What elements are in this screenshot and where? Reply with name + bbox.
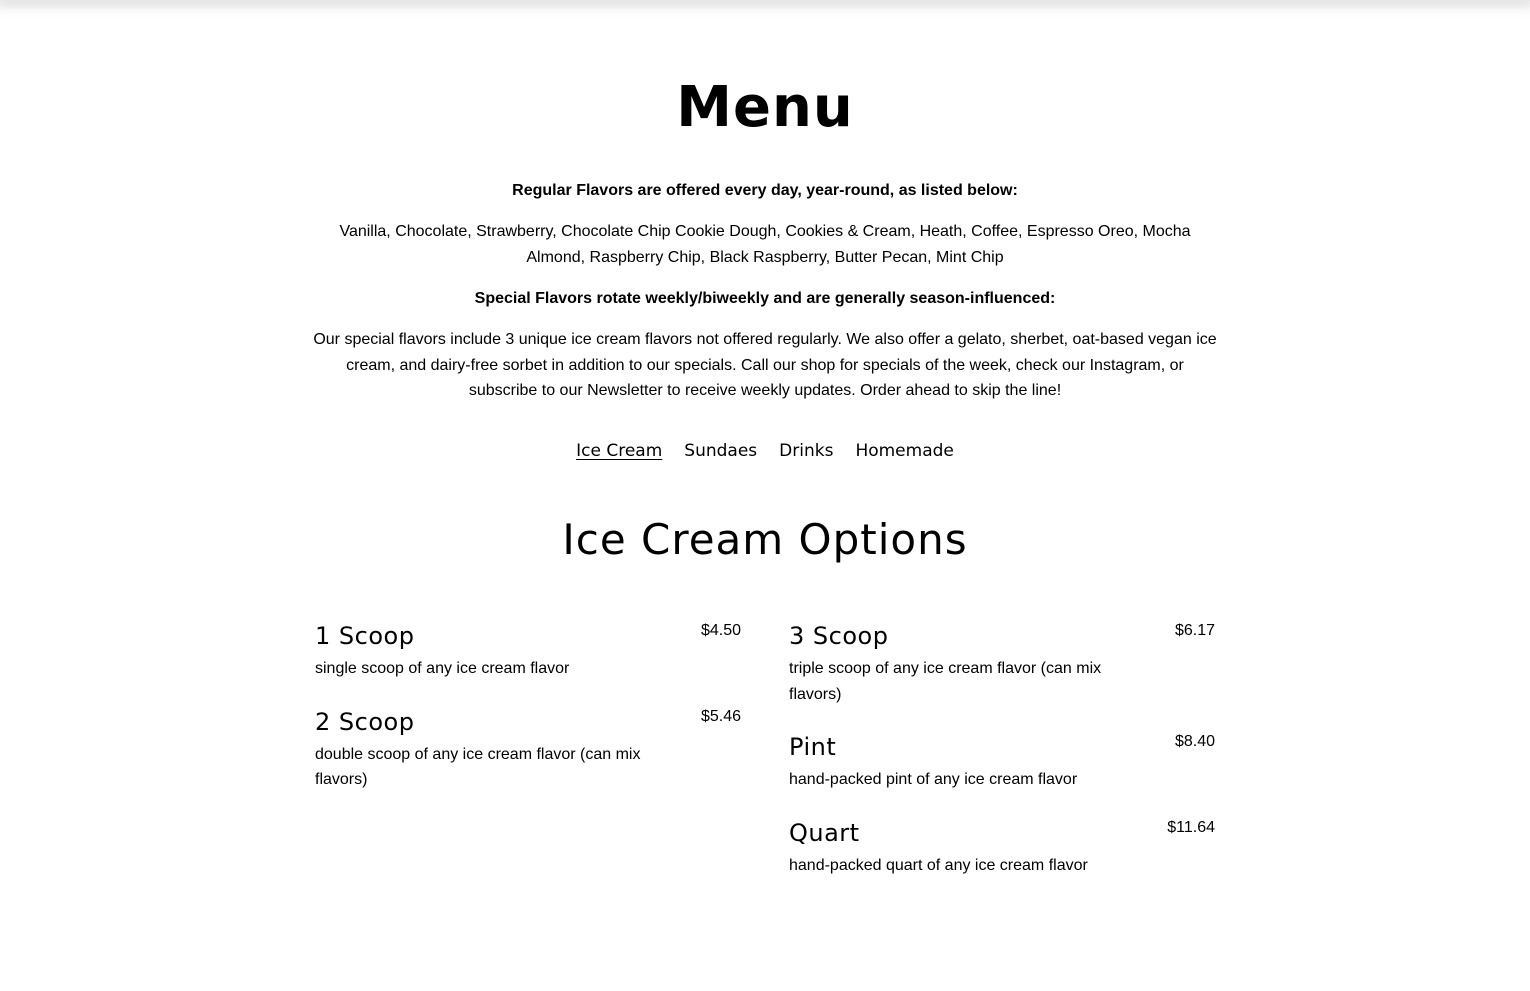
menu-item xyxy=(315,704,741,793)
menu-intro xyxy=(310,178,1220,420)
menu-item xyxy=(789,815,1215,879)
tab-homemade[interactable]: Homemade xyxy=(855,441,954,461)
menu-item-price: $4.50 xyxy=(700,622,741,639)
menu-column-right xyxy=(789,618,1215,900)
menu-item-name: 1 Scoop xyxy=(315,622,415,650)
regular-flavors-heading: Regular Flavors are offered every day, year-round, as listed below: xyxy=(512,182,1018,199)
menu-item xyxy=(789,729,1215,793)
tab-drinks[interactable]: Drinks xyxy=(779,441,834,461)
tab-ice-cream[interactable]: Ice Cream xyxy=(576,441,663,461)
menu-item-price: $8.40 xyxy=(1174,733,1215,751)
menu-item-price: $6.17 xyxy=(1174,622,1215,639)
menu-category-tabs xyxy=(0,439,1530,463)
header-shadow xyxy=(0,0,1530,1)
menu-item-description: triple scoop of any ice cream flavor (can mix flavors) xyxy=(789,660,1102,703)
menu-item xyxy=(789,618,1215,707)
regular-flavors-list: Vanilla, Chocolate, Strawberry, Chocolate Chip Cookie Dough, Cookies & Cream, Heath, Coffee, Espresso Oreo, Mocha Almond, Raspberry Chip, Black Raspberry, Butter Pecan, Mint Chip xyxy=(339,223,1191,266)
menu-item-name: Pint xyxy=(789,733,837,762)
menu-item-name: 2 Scoop xyxy=(315,707,415,736)
menu-item-name: 3 Scoop xyxy=(789,622,889,650)
menu-item-description: single scoop of any ice cream flavor xyxy=(315,660,570,677)
menu-item xyxy=(315,618,741,682)
special-flavors-heading: Special Flavors rotate weekly/biweekly and are generally season-influenced: xyxy=(474,289,1056,307)
menu-item-name: Quart xyxy=(789,818,860,847)
menu-item-description: hand-packed pint of any ice cream flavor xyxy=(789,771,1078,789)
special-flavors-text: Our special flavors include 3 unique ice cream flavors not offered regularly. We also offer a gelato, sherbet, oat-based vegan ice cream, and dairy-free sorbet in addition to our specials. Call our shop for specials of the week, check our Instagram, or subscribe to our Newsletter to receive weekly updates. Order ahead to skip the line! xyxy=(313,331,1217,400)
menu-column-left xyxy=(315,618,741,815)
menu-item-price: $5.46 xyxy=(700,707,741,725)
menu-item-price: $11.64 xyxy=(1167,818,1215,836)
page-title: Menu xyxy=(676,75,854,140)
section-title: Ice Cream Options xyxy=(562,515,968,564)
menu-item-description: double scoop of any ice cream flavor (can mix flavors) xyxy=(315,745,641,789)
menu-item-description: hand-packed quart of any ice cream flavor xyxy=(789,856,1088,874)
tab-sundaes[interactable]: Sundaes xyxy=(684,441,758,461)
